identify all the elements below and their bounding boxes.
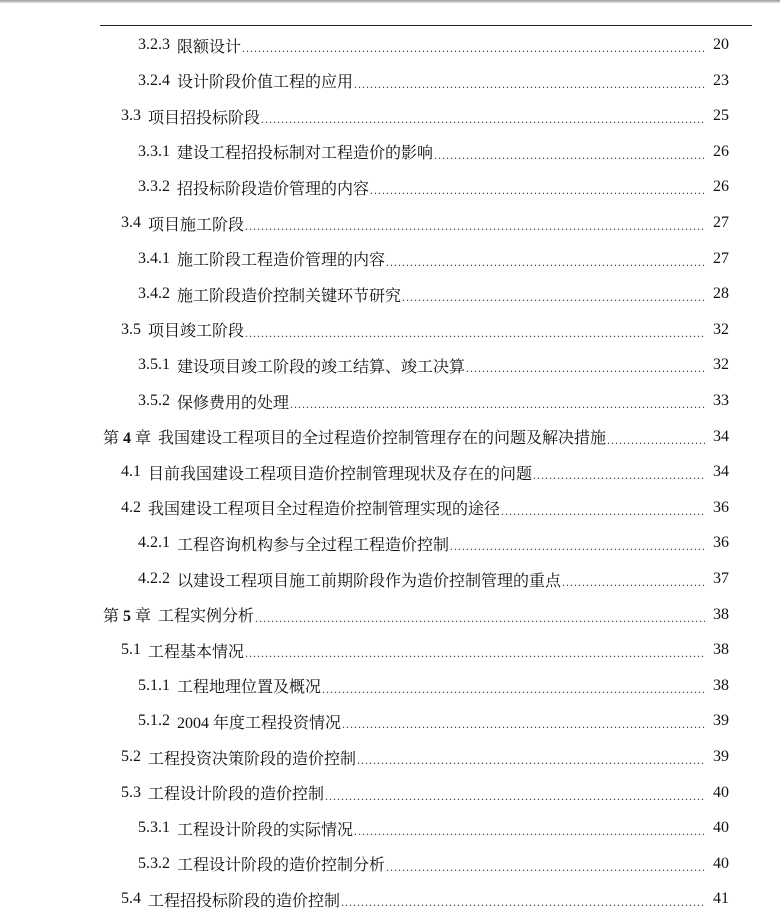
toc-number: 3.5 bbox=[121, 320, 141, 338]
toc-page-number: 28 bbox=[713, 285, 729, 303]
toc-page-number: 39 bbox=[713, 712, 729, 730]
toc-number: 3.3 bbox=[121, 107, 141, 125]
toc-page-number: 26 bbox=[713, 142, 729, 160]
toc-chapter-row bbox=[103, 420, 729, 454]
toc-page-number: 26 bbox=[713, 178, 729, 196]
toc-leader-dots bbox=[466, 348, 705, 382]
toc-leader-dots bbox=[357, 740, 705, 774]
toc-number: 5.1.1 bbox=[138, 676, 170, 694]
toc-row bbox=[121, 99, 729, 133]
toc-number: 4.2.2 bbox=[138, 570, 170, 587]
toc-page-number: 27 bbox=[713, 214, 729, 231]
toc-page-number: 25 bbox=[713, 107, 729, 125]
toc-leader-dots bbox=[341, 882, 705, 916]
toc-leader-dots bbox=[354, 64, 705, 98]
toc-number: 3.5.2 bbox=[138, 392, 170, 409]
toc-number: 3.4.2 bbox=[138, 285, 170, 303]
toc-chapter-number: 4 bbox=[123, 430, 132, 448]
toc-page-number: 34 bbox=[713, 427, 729, 445]
toc-chapter-prefix: 第 bbox=[103, 608, 120, 626]
toc-title: 保修费用的处理 bbox=[177, 394, 290, 412]
toc-leader-dots bbox=[245, 633, 705, 667]
toc-title: 工程咨询机构参与全过程工程造价控制 bbox=[177, 536, 450, 554]
toc-page-number: 38 bbox=[713, 676, 729, 694]
toc-title: 设计阶段价值工程的应用 bbox=[177, 74, 354, 92]
toc-row bbox=[138, 704, 729, 738]
toc-title: 施工阶段工程造价管理的内容 bbox=[177, 252, 386, 270]
toc-number: 5.1 bbox=[121, 641, 141, 659]
toc-row bbox=[138, 562, 729, 596]
toc-number: 3.2.4 bbox=[138, 71, 170, 89]
toc-leader-dots bbox=[386, 847, 705, 881]
toc-number bbox=[103, 425, 151, 448]
toc-title: 我国建设工程项目的全过程造价控制管理存在的问题及解决措施 bbox=[158, 430, 607, 448]
toc-row bbox=[138, 170, 729, 204]
toc-chapter-number: 5 bbox=[123, 608, 132, 626]
toc-row bbox=[121, 206, 729, 240]
toc-page-number: 32 bbox=[713, 320, 729, 338]
toc-page-number: 36 bbox=[713, 498, 729, 516]
toc-title: 建设工程招投标制对工程造价的影响 bbox=[177, 145, 434, 163]
toc-number bbox=[103, 603, 151, 626]
toc-title: 工程设计阶段的造价控制 bbox=[148, 786, 325, 804]
toc-row bbox=[138, 669, 729, 703]
header-rule bbox=[100, 25, 752, 26]
toc-chapter-suffix: 章 bbox=[135, 608, 152, 626]
toc-page-number: 40 bbox=[713, 819, 729, 837]
toc-title: 工程设计阶段的造价控制分析 bbox=[177, 857, 386, 875]
toc-page-number: 20 bbox=[713, 36, 729, 53]
toc-title: 施工阶段造价控制关键环节研究 bbox=[177, 287, 402, 305]
toc-leader-dots bbox=[255, 598, 705, 632]
toc-number: 5.3 bbox=[121, 783, 141, 801]
toc-title: 招投标阶段造价管理的内容 bbox=[177, 180, 370, 198]
toc-leader-dots bbox=[354, 811, 705, 845]
toc-row bbox=[138, 811, 729, 845]
toc-leader-dots bbox=[261, 99, 705, 133]
toc-page-number: 41 bbox=[713, 890, 729, 908]
toc-leader-dots bbox=[325, 776, 705, 810]
toc-page-number: 34 bbox=[713, 463, 729, 481]
toc-row bbox=[138, 526, 729, 560]
toc-number: 3.5.1 bbox=[138, 356, 170, 374]
toc-chapter-prefix: 第 bbox=[103, 430, 120, 448]
toc-page-number: 39 bbox=[713, 748, 729, 765]
toc-row bbox=[121, 455, 729, 489]
toc-number: 5.4 bbox=[121, 890, 141, 908]
toc-row bbox=[138, 135, 729, 169]
toc-title: 目前我国建设工程项目造价控制管理现状及存在的问题 bbox=[148, 465, 533, 483]
toc-page-number: 40 bbox=[713, 783, 729, 801]
toc-number: 5.2 bbox=[121, 748, 141, 765]
toc-title: 限额设计 bbox=[177, 38, 242, 56]
toc-title: 以建设工程项目施工前期阶段作为造价控制管理的重点 bbox=[177, 572, 562, 590]
toc-row bbox=[138, 242, 729, 276]
toc-title: 项目施工阶段 bbox=[148, 216, 245, 234]
toc-leader-dots bbox=[322, 669, 705, 703]
toc-page-number: 37 bbox=[713, 570, 729, 587]
toc-leader-dots bbox=[370, 170, 705, 204]
toc-title: 工程实例分析 bbox=[158, 608, 255, 626]
toc-leader-dots bbox=[242, 28, 705, 62]
toc-row bbox=[121, 633, 729, 667]
toc-number: 5.3.2 bbox=[138, 854, 170, 872]
toc-page-number: 38 bbox=[713, 641, 729, 659]
toc-leader-dots bbox=[562, 562, 705, 596]
toc-number: 4.2 bbox=[121, 498, 141, 516]
toc-page-number: 23 bbox=[713, 71, 729, 89]
toc-row bbox=[138, 64, 729, 98]
toc-number: 3.2.3 bbox=[138, 36, 170, 53]
toc-chapter-suffix: 章 bbox=[135, 430, 152, 448]
toc-row bbox=[121, 313, 729, 347]
toc-leader-dots bbox=[450, 526, 705, 560]
top-edge-shadow bbox=[0, 0, 780, 3]
toc-row bbox=[121, 491, 729, 525]
toc-row bbox=[138, 28, 729, 62]
toc-number: 4.2.1 bbox=[138, 534, 170, 552]
toc-title: 工程基本情况 bbox=[148, 643, 245, 661]
toc-title: 工程地理位置及概况 bbox=[177, 679, 322, 697]
toc-row bbox=[138, 384, 729, 418]
toc-page-number: 38 bbox=[713, 605, 729, 623]
toc-number: 5.1.2 bbox=[138, 712, 170, 730]
toc-leader-dots bbox=[290, 384, 705, 418]
toc-title: 工程招投标阶段的造价控制 bbox=[148, 892, 341, 910]
toc-page-number: 27 bbox=[713, 249, 729, 267]
toc-title: 我国建设工程项目全过程造价控制管理实现的途径 bbox=[148, 501, 501, 519]
toc-number: 5.3.1 bbox=[138, 819, 170, 837]
toc-row bbox=[138, 277, 729, 311]
toc-row bbox=[138, 847, 729, 881]
toc-title: 2004 年度工程投资情况 bbox=[177, 714, 342, 732]
toc-leader-dots bbox=[386, 242, 705, 276]
toc-row bbox=[138, 348, 729, 382]
toc-number: 3.3.1 bbox=[138, 142, 170, 160]
toc-title: 项目竣工阶段 bbox=[148, 323, 245, 341]
toc-chapter-row bbox=[103, 598, 729, 632]
toc-title: 项目招投标阶段 bbox=[148, 109, 261, 127]
toc-leader-dots bbox=[533, 455, 705, 489]
toc-leader-dots bbox=[607, 420, 705, 454]
toc-row bbox=[121, 776, 729, 810]
toc-row bbox=[121, 740, 729, 774]
toc-title: 工程投资决策阶段的造价控制 bbox=[148, 750, 357, 768]
toc-page-number: 33 bbox=[713, 392, 729, 409]
toc-number: 3.4.1 bbox=[138, 249, 170, 267]
toc-title: 建设项目竣工阶段的竣工结算、竣工决算 bbox=[177, 358, 466, 376]
toc-leader-dots bbox=[245, 313, 705, 347]
toc-leader-dots bbox=[434, 135, 705, 169]
toc-leader-dots bbox=[501, 491, 705, 525]
toc-leader-dots bbox=[402, 277, 705, 311]
toc-page-number: 40 bbox=[713, 854, 729, 872]
toc-row bbox=[121, 882, 729, 916]
toc-page-number: 32 bbox=[713, 356, 729, 374]
toc-number: 3.3.2 bbox=[138, 178, 170, 196]
toc-leader-dots bbox=[245, 206, 705, 240]
toc-leader-dots bbox=[342, 704, 705, 738]
toc-page-number: 36 bbox=[713, 534, 729, 552]
toc-number: 4.1 bbox=[121, 463, 141, 481]
toc-number: 3.4 bbox=[121, 214, 141, 231]
toc-title: 工程设计阶段的实际情况 bbox=[177, 821, 354, 839]
